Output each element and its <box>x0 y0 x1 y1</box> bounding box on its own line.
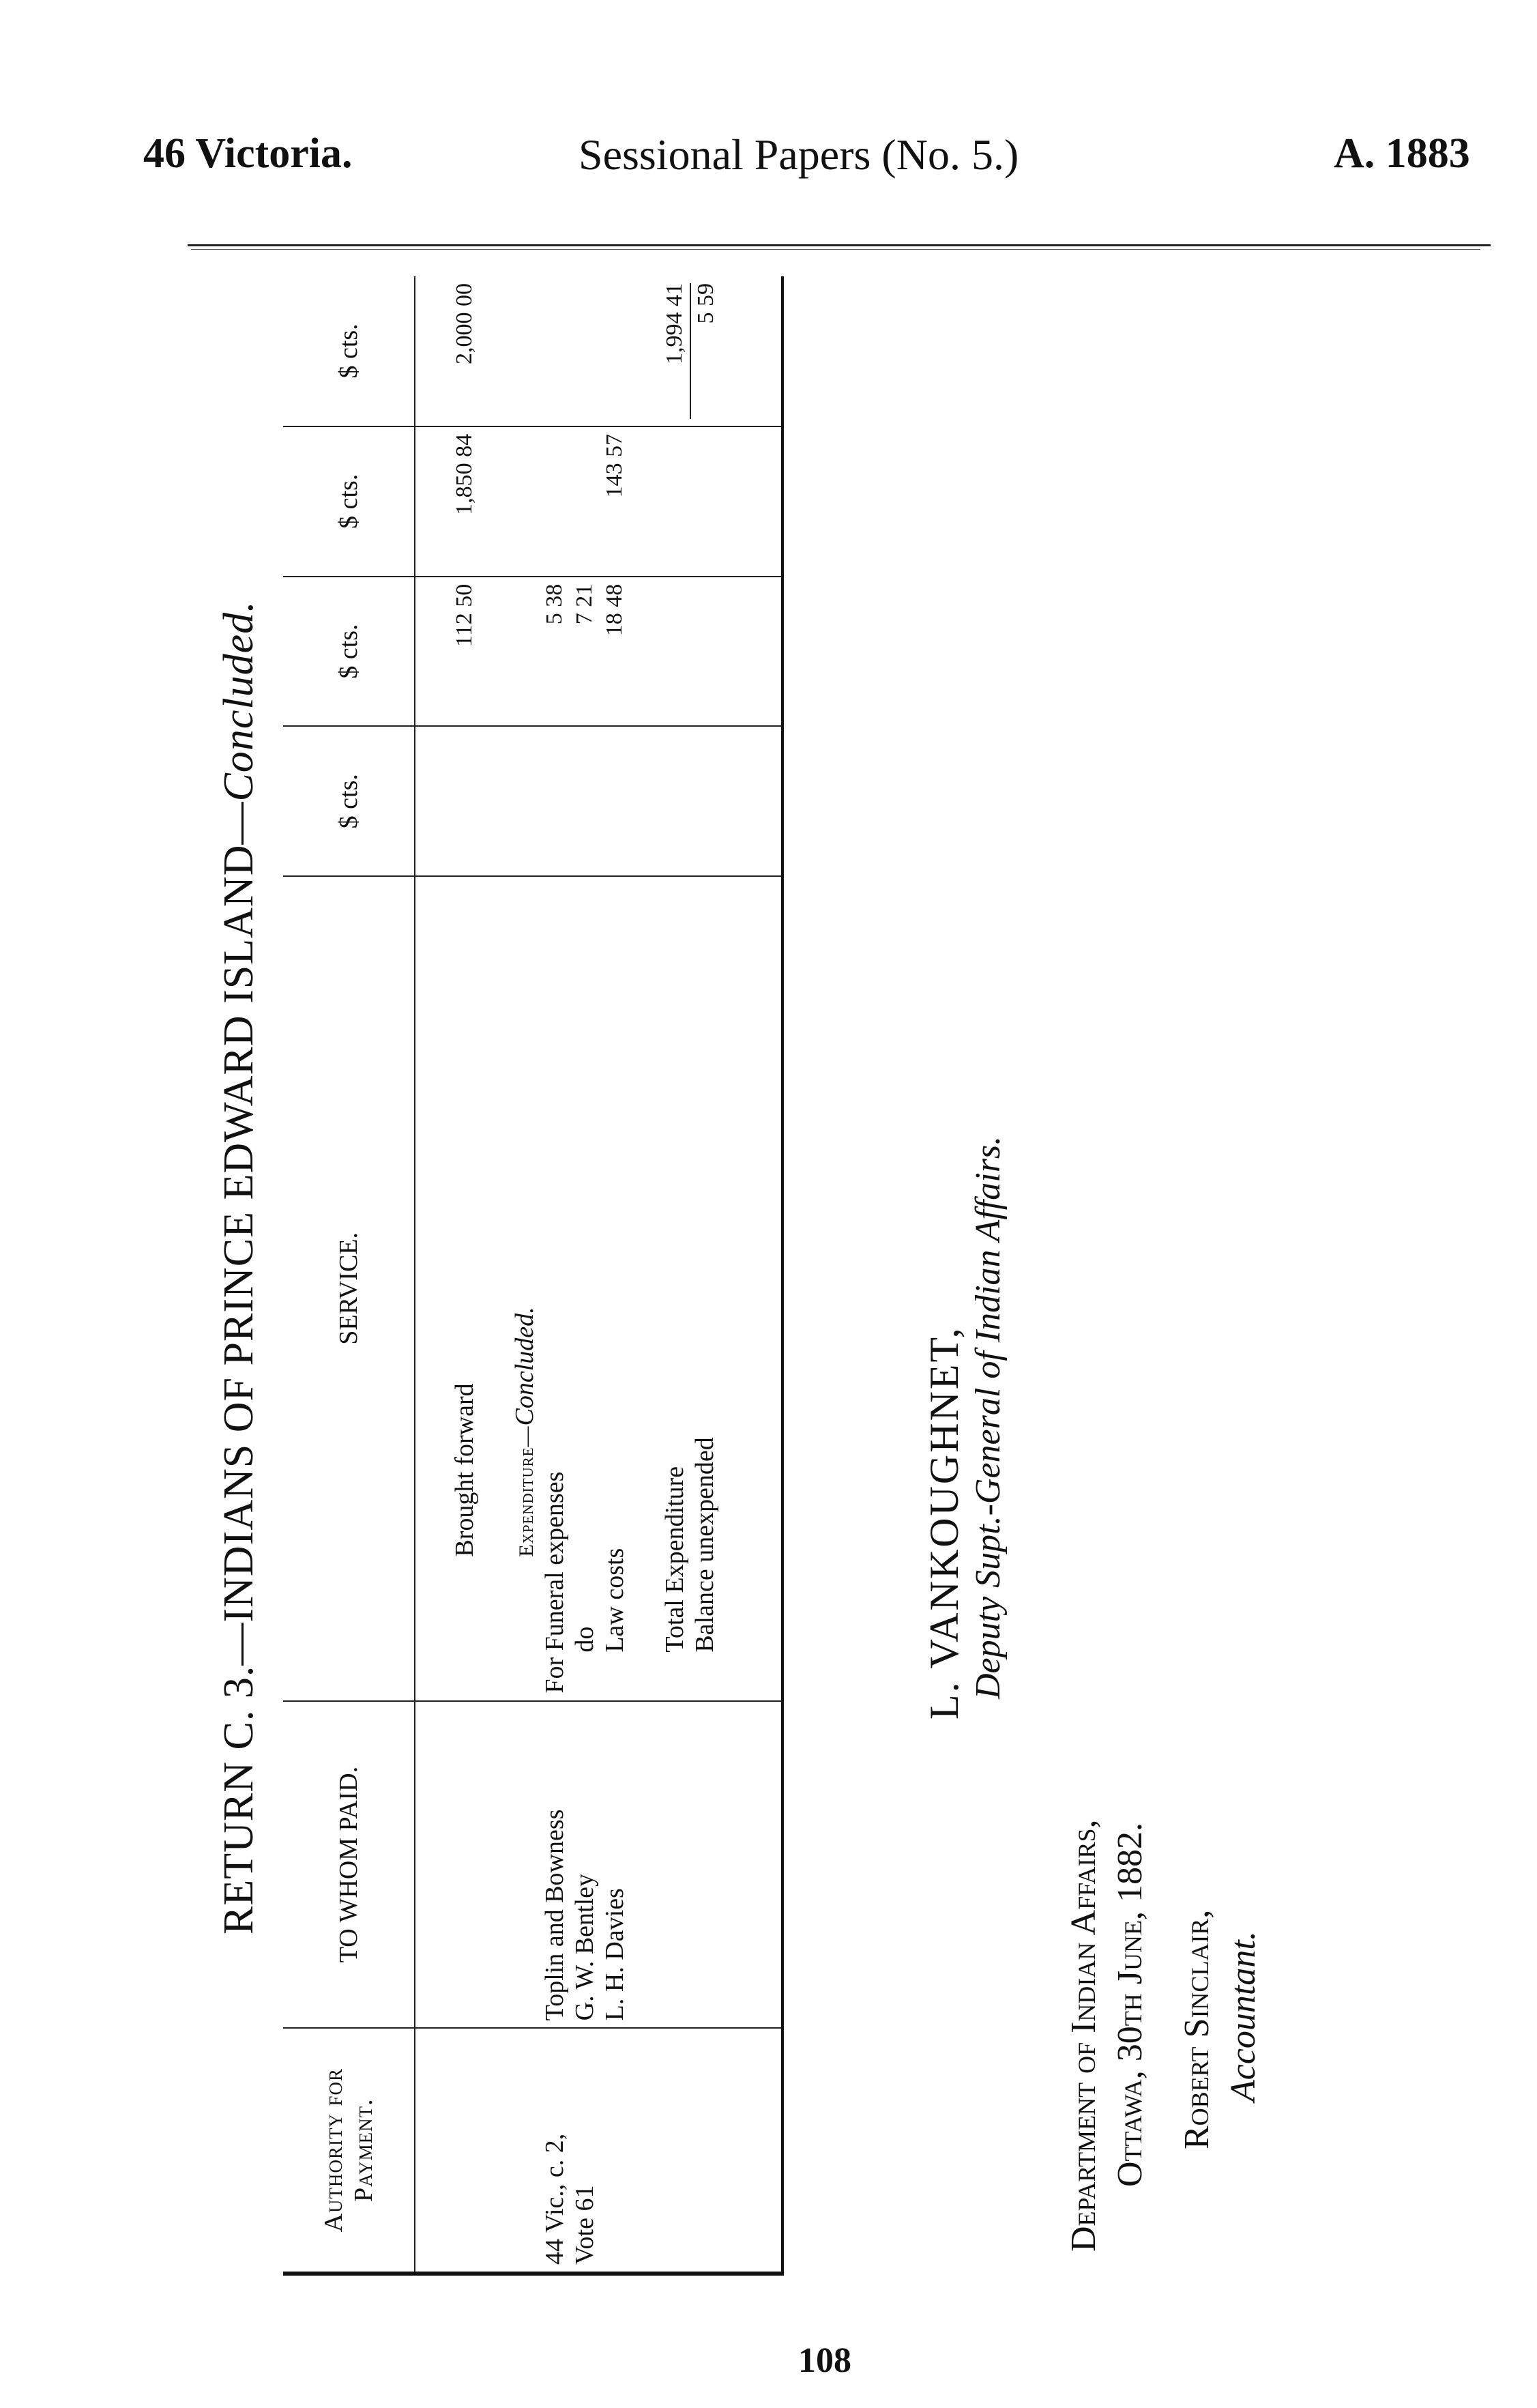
department-line: Department of Indian Affairs, <box>1064 1819 1103 2252</box>
signature-accountant-block <box>1061 1820 1267 2252</box>
col-cts-3: $ cts. <box>283 426 415 577</box>
balance-unexpended-label: Balance unexpended <box>690 1437 719 1653</box>
do-label: do <box>570 1626 599 1653</box>
law-costs-label: Law costs <box>600 1548 629 1653</box>
funeral-amount-1: 5 38 <box>542 583 567 625</box>
signature-deputy-name: L. VANKOUGHNET, <box>922 1326 967 1720</box>
authority-line-2: Vote 61 <box>570 2185 599 2265</box>
col-cts-2: $ cts. <box>283 577 415 727</box>
payee-2: G. W. Bentley <box>570 1874 599 2021</box>
expenditure-heading-suffix: Concluded. <box>510 1307 539 1426</box>
amount-col-3 <box>415 426 782 577</box>
brought-forward-label: Brought forward <box>450 1383 479 1557</box>
bf-col3: 1,850 84 <box>452 433 477 515</box>
subtotal-amount: 143 57 <box>602 433 627 498</box>
balance-amount: 5 59 <box>690 283 721 419</box>
expenditure-heading <box>510 884 540 1694</box>
accountant-role: Accountant. <box>1224 1931 1263 2102</box>
page-number: 108 <box>798 2341 851 2380</box>
place-date-line: Ottawa, 30th June, 1882. <box>1111 1823 1150 2187</box>
total-expenditure-label: Total Expenditure <box>660 1466 689 1653</box>
bf-col4: 2,000 00 <box>452 283 477 364</box>
expenditure-heading-text: Expenditure— <box>515 1425 538 1557</box>
accountant-name: Robert Sinclair, <box>1177 1909 1216 2149</box>
law-amount: 18 48 <box>602 583 627 637</box>
funeral-label: For Funeral expenses <box>540 1471 569 1694</box>
col-to-whom: TO WHOM PAID. <box>283 1701 415 2029</box>
table-header-row <box>283 276 415 2274</box>
header-session: 46 Victoria. <box>143 130 353 177</box>
payee-3: L. H. Davies <box>600 1888 629 2021</box>
amount-col-1 <box>415 726 782 876</box>
authority-cell <box>415 2028 782 2274</box>
table-body-row <box>415 276 782 2274</box>
service-cell <box>415 876 782 1701</box>
amount-col-2 <box>415 577 782 727</box>
col-cts-1: $ cts. <box>283 726 415 876</box>
return-title <box>215 600 263 1934</box>
col-authority: Authority for Payment. <box>283 2028 415 2274</box>
funeral-amount-2: 7 21 <box>572 583 597 625</box>
header-title: Sessional Papers (No. 5.) <box>579 130 1019 179</box>
header-year: A. 1883 <box>1334 130 1470 177</box>
return-title-main: RETURN C. 3.—INDIANS OF PRINCE EDWARD ISLAND— <box>216 801 262 1934</box>
signature-deputy-role: Deputy Supt.-General of Indian Affairs. <box>969 1135 1008 1699</box>
authority-line-1: 44 Vic., c. 2, <box>540 2133 569 2265</box>
return-table <box>283 276 784 2276</box>
rotated-return-table <box>215 229 849 2276</box>
col-cts-4: $ cts. <box>283 276 415 426</box>
bf-col2: 112 50 <box>452 583 477 647</box>
signature-deputy <box>921 1136 1008 1720</box>
payee-1: Toplin and Bowness <box>540 1809 569 2021</box>
col-service: SERVICE. <box>283 876 415 1701</box>
amount-col-4 <box>415 276 782 426</box>
total-amount: 1,994 41 <box>662 283 687 364</box>
payee-cell <box>415 1701 782 2029</box>
return-title-suffix: Concluded. <box>216 600 262 802</box>
